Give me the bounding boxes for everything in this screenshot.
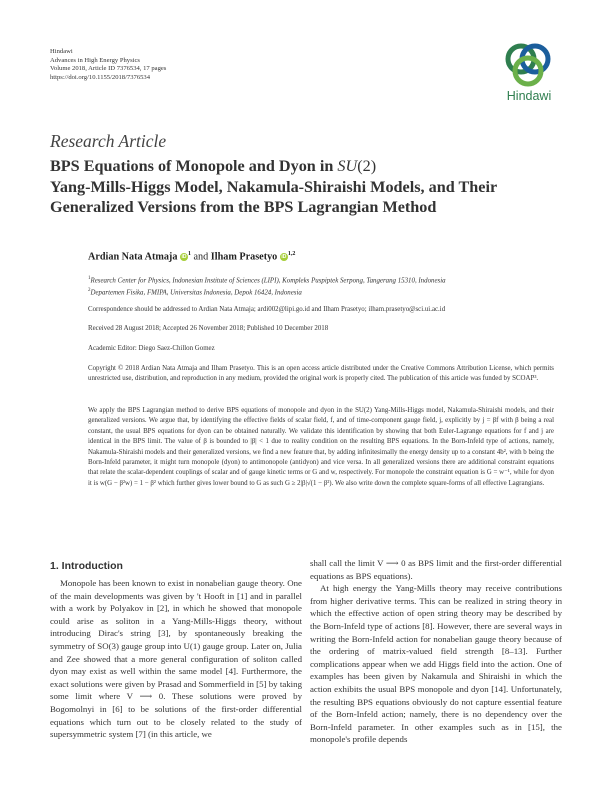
title-group-arg: (2) [357,157,377,175]
title-group: SU [337,157,358,175]
author-name[interactable]: Ardian Nata Atmaja [88,251,178,263]
affiliation-text: Research Center for Physics, Indonesian Institute of Sciences (LIPI), Kompleks Puspiptek Serpong, Tangerang 15310, Indonesia [90,277,446,285]
doi-link[interactable]: https://doi.org/10.1155/2018/7376534 [50,73,151,81]
logo-wordmark: Hindawi [506,89,552,103]
paragraph: Monopole has been known to exist in nonabelian gauge theory. One of the main developments was given by 't Hooft in [1] and in parallel with a work by Polyakov in [2], in which he showed that monopole could arise as soliton in a Yang-Mills-Higgs theory, without introducing Dirac's string [3], by spontaneously breaking the symmetry of SO(3) gauge group into U(1) gauge group. Later on, Julia and Zee showed that a more general configuration of soliton called dyon may exist as well within the same model [4]. Furthermore, the exact solutions were given by Prasad and Sommerfield in [5] by taking some limit where V ⟶ 0. These solutions were proved by Bogomolnyi in [6] to be solutions of the first-order differential equations which turn out to be closely related to the study of supersymmetric system [7] (in this article, we [50,578,302,740]
copyright-notice: Copyright © 2018 Ardian Nata Atmaja and Ilham Prasetyo. This is an open access article distributed under the Creative Commons Attribution License, which permits unrestricted use, distribution, and reproduction in any medium, provided the original work is properly cited. The publication of this article was funded by SCOAP³. [88,365,554,383]
author-name[interactable]: Ilham Prasetyo [210,251,278,263]
abstract: We apply the BPS Lagrangian method to derive BPS equations of monopole and dyon in the SU(2) Yang-Mills-Higgs model, Nakamula-Shiraishi models, and their generalized versions. We argue that, by identifying the effective fields of scalar field, f, and of time-component gauge field, j, explicitly by j = βf with β being a real constant, the usual BPS equations for dyon can be obtained naturally. We validate this identification by showing that both Euler-Lagrange equations for f and j are identical in the BPS limit. The value of β is bounded to |β| < 1 due to reality condition on the resulting BPS equations. In the Born-Infeld type of actions, namely, Nakamula-Shiraishi models and their generalized versions, we find a new feature that, by adding infinitesimally the energy density up to a constant 4b², with b being the Born-Infeld parameter, it might turn monopole (dyon) to antimonopole (antidyon) and vice versa. In all generalized versions there are additional constraint equations that relate the scalar-dependent couplings of scalar and of gauge kinetic terms or G and w, respectively. For monopole the constraint equation is G = w⁻¹, while for dyon it is w(G − β²w) = 1 − β² which further gives lower bound to G as such G ≥ 2|β|√(1 − β²). We also write down the complete square-forms of all effective Lagrangians. [88,407,554,487]
orcid-icon[interactable]: iD [281,254,287,261]
title-part-a: BPS Equations of Monopole and Dyon in [50,157,338,175]
journal-meta [50,48,166,82]
dates: Received 28 August 2018; Accepted 26 November 2018; Published 10 December 2018 [88,325,329,332]
paragraph: At high energy the Yang-Mills theory may receive contributions from higher derivative terms. This can be realized in string theory in which the effective action of open string theory may be described by the Born-Infeld type of actions [8]. However, there are several ways in writing the Born-Infeld action for nonabelian gauge theory because of the ordering of matrix-valued field strength [8–13]. Further complications appear when we add Higgs field into the action. One of examples has been given by Nakamula and Shiraishi in which the action exhibits the usual BPS monopole and dyon [14]. Unfortunately, the resulting BPS equations obviously do not capture essential feature of the Born-Infeld action; namely, there is no dependency over the Born-Infeld parameter. In other examples such as in [15], the monopole's profile depends [310,583,562,745]
affiliation-text: Departemen Fisika, FMIPA, Universitas Indonesia, Depok 16424, Indonesia [90,289,302,297]
affiliation-number: 1 [88,276,91,281]
publisher-name: Hindawi [50,48,73,55]
hindawi-logo-icon [498,40,558,90]
correspondence: Correspondence should be addressed to Ardian Nata Atmaja; ardi002@lipi.go.id and Ilham Prasetyo; ilham.prasetyo@sci.ui.ac.id [88,306,446,313]
paper-title [50,156,570,218]
author-and: and [190,251,211,263]
author-affiliation-marker: 1 [187,251,191,257]
author-affiliation-marker: 1,2 [287,251,296,257]
author-list [88,251,295,262]
title-part-c: Generalized Versions from the BPS Lagrangian Method [50,198,437,216]
affiliation-1 [88,276,446,284]
body-column-left [50,577,302,741]
section-heading: 1. Introduction [50,560,123,572]
hindawi-logo [498,40,558,106]
body-column-right [310,557,562,746]
volume-line: Volume 2018, Article ID 7376534, 17 pages [50,65,167,73]
paragraph: shall call the limit V ⟶ 0 as BPS limit and the first-order differential equations as BPS equations). [310,558,562,581]
title-part-b: Yang-Mills-Higgs Model, Nakamula-Shiraishi Models, and Their [50,177,498,196]
orcid-icon[interactable]: iD [181,254,187,261]
academic-editor: Academic Editor: Diego Saez-Chillon Gomez [88,345,215,352]
affiliation-2 [88,288,302,296]
journal-name: Advances in High Energy Physics [50,56,140,64]
affiliation-number: 2 [88,288,91,293]
article-type: Research Article [50,131,167,151]
